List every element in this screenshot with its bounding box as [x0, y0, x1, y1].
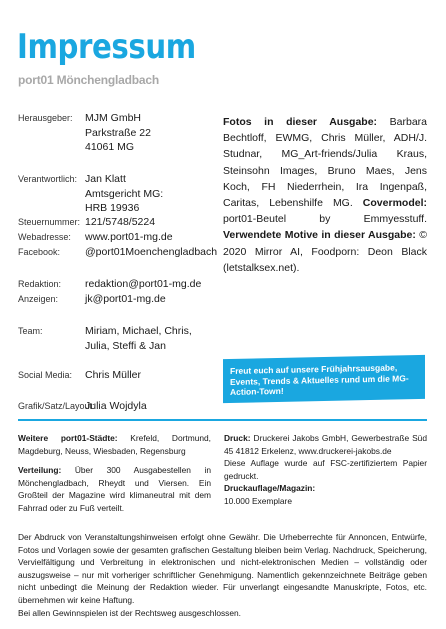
publisher-label: Herausgeber:: [18, 113, 73, 123]
page-title: Impressum: [17, 27, 196, 67]
divider: [18, 419, 427, 421]
fsc-note: Diese Auflage wurde auf FSC-zertifiziertem Papier gedruckt.: [224, 458, 427, 481]
distribution-paragraph: [18, 464, 211, 514]
cities-text: Krefeld, Dortmund, Magdeburg, Neuss, Wiesbaden, Regensburg: [18, 433, 211, 456]
website-link[interactable]: www.port01-mg.de: [85, 231, 173, 243]
publisher-line: Parkstraße 22: [85, 126, 151, 139]
publisher-line: MJM GmbH: [85, 112, 141, 124]
graphics-value: Julia Wojdyla: [85, 400, 147, 412]
website-row: [18, 230, 208, 245]
responsible-line: Amtsgericht MG:: [85, 187, 164, 200]
responsible-label: Verantwortlich:: [18, 174, 78, 184]
tax-row: [18, 215, 208, 230]
print-text: Druckerei Jakobs GmbH, Gewerbestraße Süd 45 41812 Erkelenz, www.druckerei-jakobs.de: [224, 433, 427, 456]
ads-label: Anzeigen:: [18, 294, 59, 304]
circulation-label: Druckauflage/Magazin:: [224, 483, 316, 493]
legal-notice: [18, 531, 427, 619]
team-line: Julia, Steffi & Jan: [85, 339, 166, 352]
team-value: [85, 324, 208, 353]
website-label: Webadresse:: [18, 232, 71, 242]
page-subtitle: port01 Mönchengladbach: [18, 73, 159, 87]
responsible-value: [85, 172, 208, 216]
distribution-label: Verteilung:: [18, 465, 62, 475]
distribution-text: Über 300 Ausgabestellen in Mönchengladbach, Rheydt und Viersen. Ein Großteil der Magazine wird klimaneutral mit dem Fahrrad oder zu Fuß verteilt.: [18, 465, 211, 513]
ads-row: [18, 292, 208, 324]
cities-paragraph: [18, 432, 211, 457]
photo-credits: [223, 114, 427, 276]
facebook-label: Facebook:: [18, 247, 61, 257]
promo-banner: Freut euch auf unsere Frühjahrsausgabe, Events, Trends & Aktuelles rund um die MG-Action-Town!: [223, 355, 425, 403]
team-row: [18, 324, 208, 368]
distribution-column: [18, 432, 211, 521]
tax-value: 121/5748/5224: [85, 216, 156, 228]
publisher-value: [85, 111, 208, 155]
social-value: Chris Müller: [85, 369, 142, 381]
facebook-row: [18, 245, 218, 277]
ads-email[interactable]: jk@port01-mg.de: [85, 293, 166, 305]
responsible-line: Jan Klatt: [85, 173, 126, 185]
legal-last-line: Bei allen Gewinnspielen ist der Rechtsweg ausgeschlossen.: [18, 607, 241, 618]
publisher-line: 41061 MG: [85, 141, 135, 153]
motifs-label: Verwendete Motive in dieser Ausgabe:: [223, 229, 416, 242]
responsible-row: [18, 172, 208, 215]
tax-label: Steuernummer:: [18, 217, 81, 227]
circulation-value: 10.000 Exemplare: [224, 495, 292, 506]
social-row: [18, 368, 208, 399]
editorial-label: Redaktion:: [18, 279, 62, 289]
imprint-details: [18, 111, 218, 414]
print-paragraph: [224, 432, 427, 457]
print-column: [224, 432, 427, 507]
editorial-email[interactable]: redaktion@port01-mg.de: [85, 278, 202, 290]
cover-text: port01-Beutel by Emmyesstuff.: [223, 213, 427, 226]
graphics-row: [18, 399, 208, 414]
publisher-row: [18, 111, 208, 172]
responsible-line: HRB 19936: [85, 202, 140, 214]
photos-label: Fotos in dieser Ausgabe:: [223, 116, 378, 128]
social-label: Social Media:: [18, 370, 73, 380]
photos-text: Barbara Bechtloff, EWMG, Chris Müller, ADH/J. Studnar, MG_Art-friends/Julia Kraus, Steinsohn Images, Bruno Maes, Jens Koch, FH Niederrhein, Ira Ingenpaß, Caritas, Lebenshilfe MG.: [223, 116, 428, 210]
editorial-row: [18, 277, 208, 292]
graphics-label: Grafik/Satz/Layout:: [18, 401, 95, 411]
motifs-text: © 2020 Mirror AI, Foodporn: Deon Black (letstalksex.net).: [223, 229, 427, 274]
cities-label: Weitere port01-Städte:: [18, 433, 118, 443]
team-label: Team:: [18, 326, 43, 336]
cover-label: Covermodel:: [352, 197, 427, 210]
facebook-link[interactable]: @port01Moenchengladbach: [85, 246, 218, 258]
legal-text: Der Abdruck von Veranstaltungshinweisen erfolgt ohne Gewähr. Die Urheberrechte für Annoncen, Entwürfe, Fotos und Vorlagen sowie der gesamten grafischen Gestaltung bleiben beim Verlag. Nachdruck, Speicherung, Vervielfältigung und Verbreitung in elektronischen und nicht-elektronischen Medien – vollständig oder auszugsweise – nur mit vorheriger schriftlicher Genehmigung. Namentlich gekennzeichnete Beiträge geben nicht unbedingt die Meinung der Redaktion wieder. Für unverlangt eingesandte Manuskripte, Fotos, etc. übernehmen wir keine Haftung.: [18, 532, 427, 605]
print-label: Druck:: [224, 433, 251, 443]
team-line: Miriam, Michael, Chris,: [85, 325, 192, 337]
